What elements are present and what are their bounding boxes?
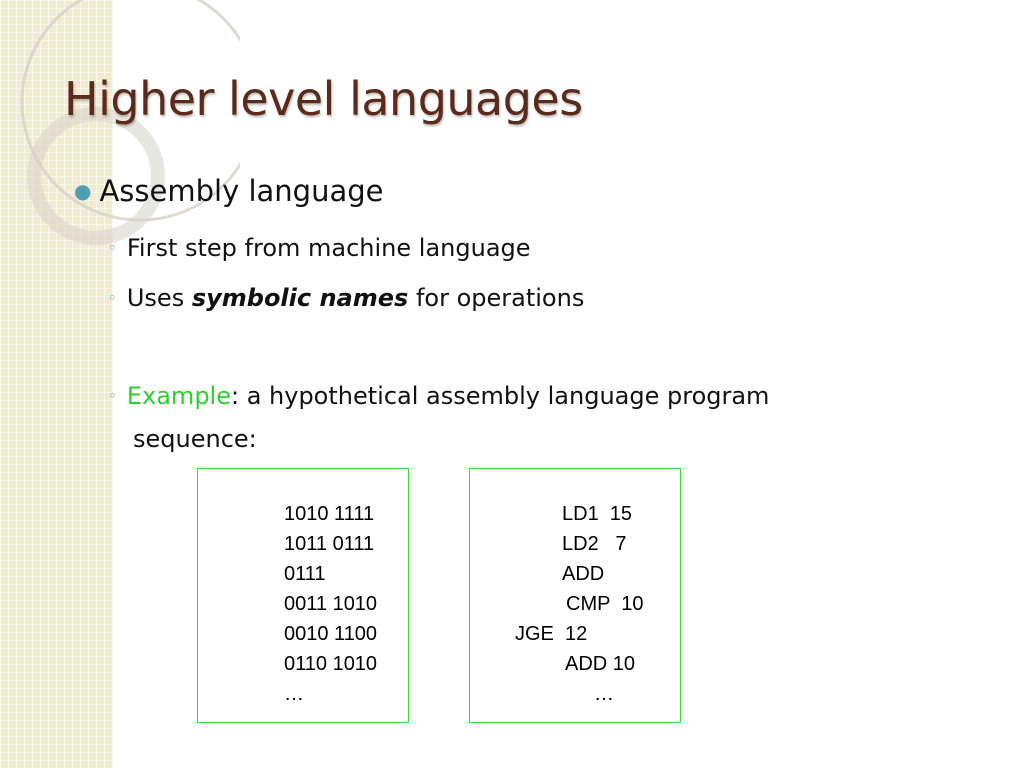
- assembly-code-line: LD2 7: [562, 533, 627, 555]
- machine-code-line: 1010 1111: [284, 503, 375, 525]
- assembly-code-line: ADD 10: [565, 653, 636, 675]
- machine-code-line: 0011 1010: [284, 593, 378, 615]
- machine-code-line: …: [284, 683, 304, 705]
- ring-bullet-icon: ◦: [108, 289, 117, 307]
- bullet-assembly-language: ● Assembly language: [74, 174, 384, 208]
- machine-code-line: 0111: [284, 563, 326, 585]
- machine-code-line: 1011 0111: [284, 533, 375, 555]
- machine-code-box: [197, 468, 409, 723]
- assembly-code-line: JGE 12: [515, 623, 588, 645]
- decorative-circles: [0, 0, 240, 260]
- assembly-code-line: ADD: [562, 563, 605, 585]
- sub-bullet-symbolic-names: ◦ Uses symbolic names for operations: [108, 284, 585, 312]
- example-label: Example: [126, 382, 231, 410]
- assembly-code-line: CMP 10: [566, 593, 644, 615]
- ring-bullet-icon: ◦: [108, 387, 117, 405]
- assembly-code-line: LD1 15: [562, 503, 633, 525]
- ring-bullet-icon: ◦: [108, 239, 117, 257]
- sub-bullet-first-step: ◦ First step from machine language: [108, 234, 531, 262]
- slide-title: Higher level languages: [64, 72, 583, 126]
- machine-code-line: 0010 1100: [284, 623, 378, 645]
- bullet-dot-icon: ●: [74, 179, 92, 203]
- assembly-code-line: …: [594, 683, 614, 705]
- machine-code-line: 0110 1010: [284, 653, 378, 675]
- sub-bullet-example: ◦ Example: a hypothetical assembly language program sequence:: [108, 382, 770, 453]
- assembly-code-box: [469, 468, 681, 723]
